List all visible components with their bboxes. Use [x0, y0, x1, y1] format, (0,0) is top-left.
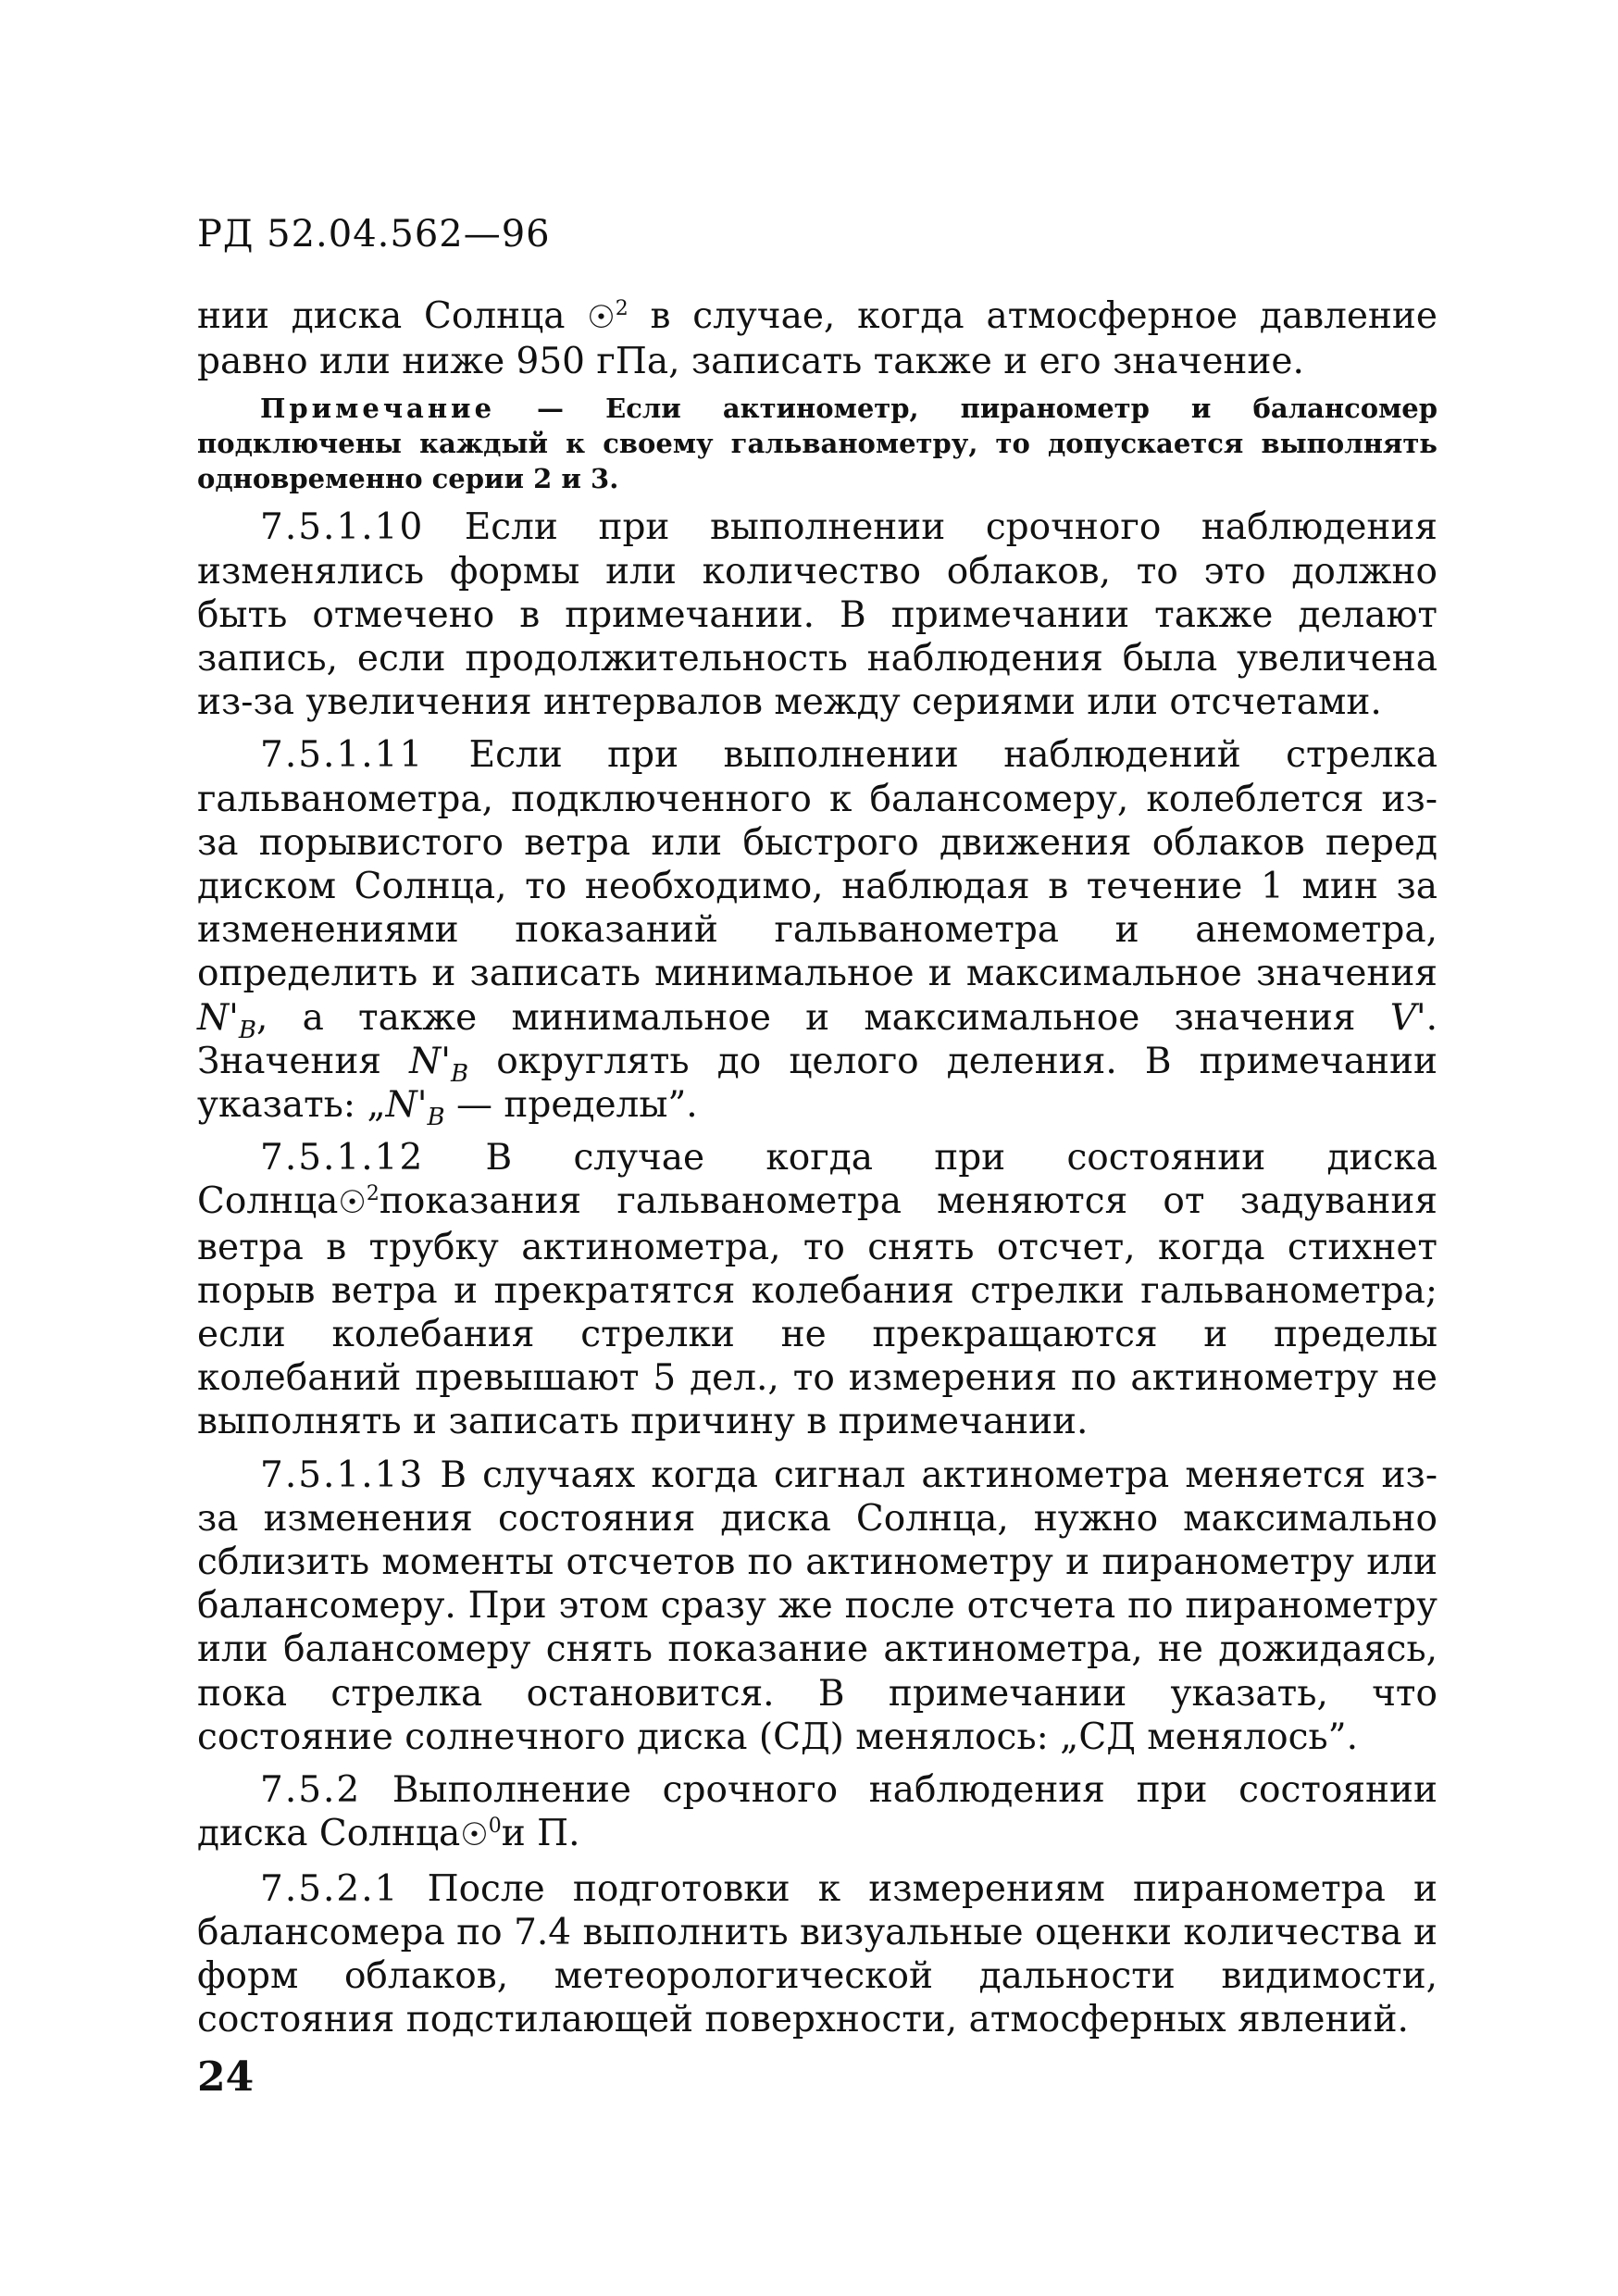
note-paragraph [197, 391, 1438, 496]
note-label: Примечание [260, 393, 496, 425]
text-segment: Если при выполнении срочного наблюдения изменялись формы или количество облаков, то это должно быть отмечено в примечании. В примечании также делают запись, если продолжительность наблюдения была увеличена из-за увеличения интервалов между сериями или отсчетами. [197, 506, 1438, 724]
note-text: — Если актинометр, пиранометр и балансомер подключены каждый к своему гальванометру, то допускается выполнять одновременно серии 2 и 3. [197, 393, 1438, 495]
text-segment: , а также минимальное и максимальное значения [255, 996, 1390, 1039]
text-segment: . Значения [197, 996, 1438, 1082]
paragraph-7-5-2-1 [197, 1867, 1438, 2042]
text-segment: После подготовки к измерениям пиранометра и балансомера по 7.4 выполнить визуальные оценки количества и форм облаков, метеорологической дальности видимости, состояния подстилающей поверхности, атмосферных явлений. [197, 1867, 1438, 2041]
sun-disk-symbol: ☉ [338, 1184, 367, 1222]
superscript: 0 [488, 1815, 502, 1839]
variable-n: N' [197, 996, 239, 1039]
text-segment: в случае, когда атмосферное давление равно или ниже 950 гПа, записать также и его значение. [197, 295, 1438, 383]
text-segment: — пределы”. [444, 1084, 698, 1127]
section-number: 7.5.2.1 [260, 1867, 400, 1910]
text-segment: нии диска Солнца [197, 295, 588, 337]
document-body [197, 294, 1438, 2041]
sun-disk-symbol: ☉ [460, 1816, 489, 1854]
paragraph-continuation [197, 294, 1438, 383]
page-number: 24 [197, 2053, 255, 2101]
subscript: B [450, 1059, 469, 1088]
text-segment: округлять до целого деления. В примечании указать: „ [197, 1040, 1438, 1127]
subscript: B [238, 1016, 256, 1044]
section-number: 7.5.2 [260, 1769, 362, 1812]
superscript: 2 [366, 1182, 380, 1206]
text-segment: В случае когда при состоянии диска Солнца [197, 1137, 1438, 1223]
text-segment: Если при выполнении наблюдений стрелка гальванометра, подключенного к балансомеру, колеблется из-за порывистого ветра или быстрого движения облаков перед диском Солнца, то необходимо, наблюдая в течение 1 мин за изменениями показаний гальванометра и анемометра, определить и записать минимальное и максимальное значения [197, 734, 1438, 995]
sun-disk-symbol: ☉ [587, 299, 616, 336]
variable-n: N' [409, 1040, 451, 1082]
paragraph-7-5-2 [197, 1768, 1438, 1857]
section-number: 7.5.1.13 [260, 1454, 425, 1496]
variable-v: V' [1389, 996, 1426, 1039]
subscript: B [427, 1103, 445, 1131]
paragraph-7-5-1-11 [197, 733, 1438, 1131]
section-number: 7.5.1.12 [260, 1137, 425, 1179]
paragraph-7-5-1-12 [197, 1136, 1438, 1443]
section-number: 7.5.1.10 [260, 506, 425, 549]
text-segment: Выполнение срочного наблюдения при состоянии диска Солнца [197, 1769, 1438, 1855]
paragraph-7-5-1-13 [197, 1454, 1438, 1759]
paragraph-7-5-1-10 [197, 505, 1438, 724]
text-segment: В случаях когда сигнал актинометра меняется из-за изменения состояния диска Солнца, нужно максимально сблизить моменты отсчетов по актинометру и пиранометру или балансомеру. При этом сразу же после отсчета по пиранометру или балансомеру снять показание актинометра, не дожидаясь, пока стрелка остановится. В примечании указать, что состояние солнечного диска (СД) менялось: „СД менялось”. [197, 1454, 1438, 1758]
document-header: РД 52.04.562—96 [197, 213, 551, 256]
text-segment: и П. [501, 1813, 580, 1855]
superscript: 2 [615, 297, 629, 320]
variable-n: N' [385, 1084, 428, 1127]
text-segment: показания гальванометра меняются от задувания ветра в трубку актинометра, то снять отсчет, когда стихнет порыв ветра и прекратятся колебания стрелки гальванометра; если колебания стрелки не прекращаются и пределы колебаний превышают 5 дел., то измерения по актинометру не выполнять и записать причину в примечании. [197, 1180, 1438, 1443]
section-number: 7.5.1.11 [260, 734, 425, 777]
